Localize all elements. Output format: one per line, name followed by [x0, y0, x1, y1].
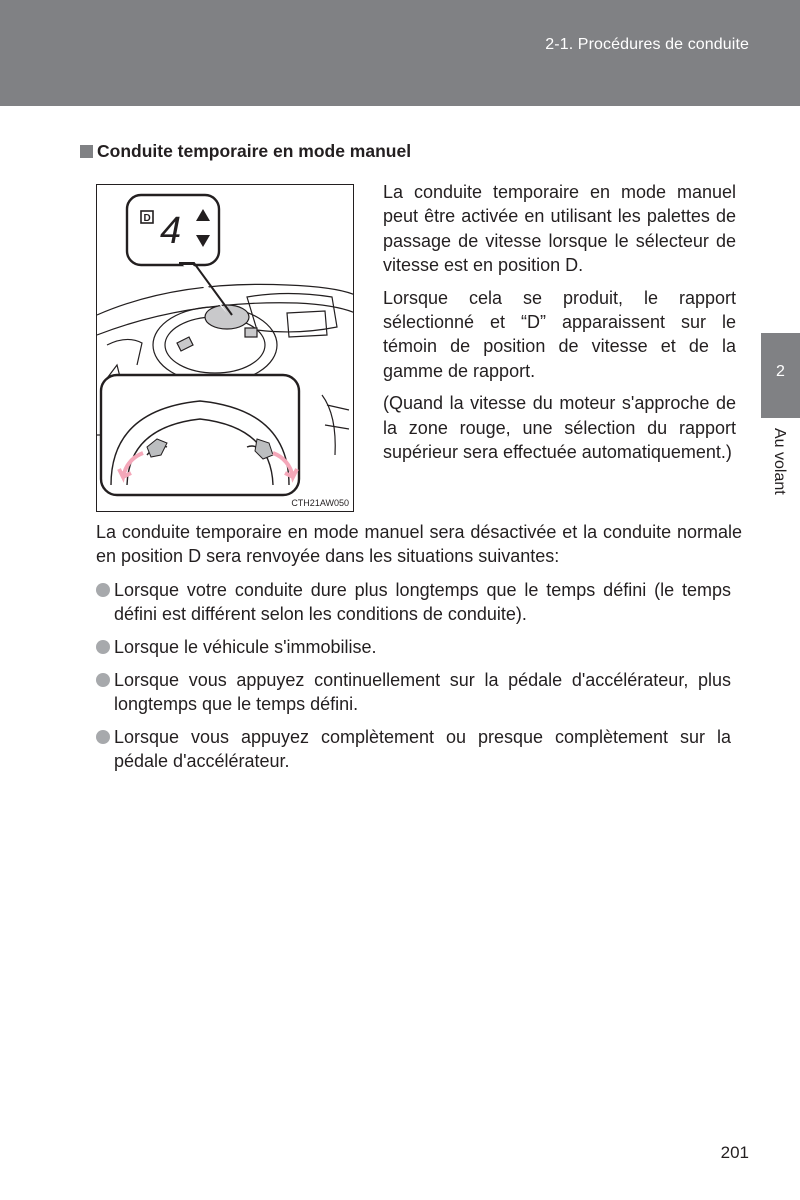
body-section: [96, 520, 742, 577]
list-item: [96, 668, 731, 717]
list-item-text: Lorsque vous appuyez complètement ou presque complètement sur la pédale d'accélérateur.: [114, 726, 731, 772]
chapter-tab-label: [761, 428, 800, 518]
chapter-tab-number: 2: [776, 363, 785, 380]
intro-column: [383, 180, 736, 473]
steering-wheel-illustration: [96, 184, 354, 512]
gear-letter: D: [143, 213, 151, 224]
bullet-dot-icon: [96, 583, 110, 597]
intro-paragraph-2: Lorsque cela se produit, le rapport sélectionné et “D” apparaissent sur le témoin de position de vitesse et de la gamme de rapport.: [383, 287, 736, 381]
chapter-tab: [761, 333, 800, 418]
chapter-title: 2-1. Procédures de conduite: [545, 36, 749, 53]
list-item-text: Lorsque le véhicule s'immobilise.: [114, 637, 377, 658]
page-number: 201: [720, 1143, 749, 1162]
square-bullet-icon: [80, 145, 93, 158]
chapter-tab-label-text: Au volant: [771, 428, 788, 495]
section-title-text: Conduite temporaire en mode manuel: [97, 141, 412, 161]
bullet-dot-icon: [96, 640, 110, 654]
intro-paragraph-3: (Quand la vitesse du moteur s'approche de la zone rouge, une sélection du rapport supérieur sera effectuée automatiquement.): [383, 393, 736, 462]
list-item-text: Lorsque votre conduite dure plus longtemps que le temps défini (le temps défini est différent selon les conditions de conduite).: [114, 580, 731, 625]
section-title: [80, 141, 411, 162]
figure-code: CTH21AW050: [291, 498, 349, 508]
bullet-dot-icon: [96, 673, 110, 687]
list-item: [96, 578, 731, 627]
list-item: [96, 725, 731, 774]
body-intro: La conduite temporaire en mode manuel sera désactivée et la conduite normale en position D sera renvoyée dans les situations suivantes:: [96, 522, 742, 567]
gear-digit: 4: [160, 210, 182, 252]
list-item: [96, 635, 731, 659]
intro-paragraph-1: La conduite temporaire en mode manuel peut être activée en utilisant les palettes de passage de vitesse lorsque le sélecteur de vitesse est en position D.: [383, 182, 736, 275]
bullet-dot-icon: [96, 730, 110, 744]
page-header: [0, 0, 800, 106]
condition-list: [96, 578, 731, 782]
dashboard-drawing: [97, 185, 354, 512]
list-item-text: Lorsque vous appuyez continuellement sur la pédale d'accélérateur, plus longtemps que le temps défini.: [114, 669, 731, 715]
